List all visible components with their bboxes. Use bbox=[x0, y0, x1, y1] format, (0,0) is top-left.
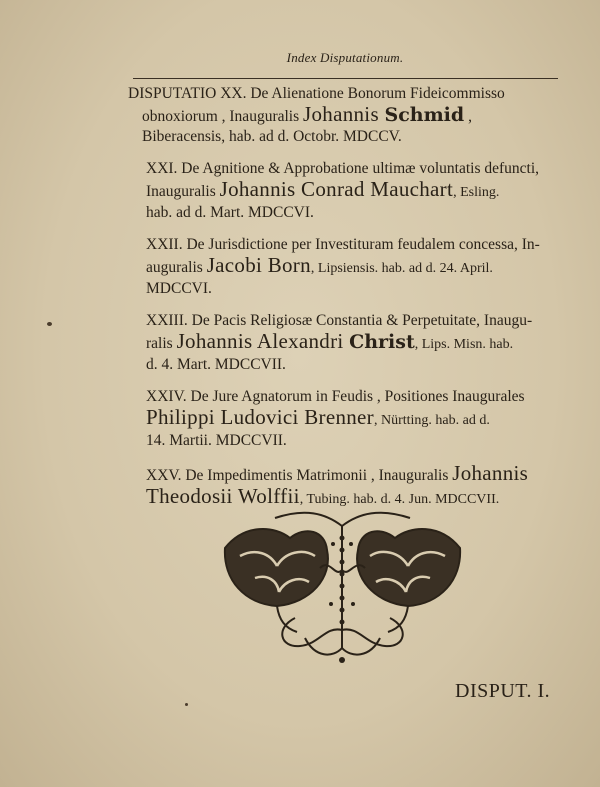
entry-xx bbox=[128, 84, 573, 147]
entry-line: ralis Johannis Alexandri Christ, Lips. Misn. hab. bbox=[146, 329, 514, 353]
entry-xxi bbox=[128, 159, 573, 223]
entry-line: DISPUTATIO XX. De Alienatione Bonorum Fideicommisso bbox=[128, 85, 505, 102]
entry-line: auguralis Jacobi Born, Lipsiensis. hab. ad d. 24. April. bbox=[146, 253, 493, 277]
entry-line: Theodosii Wolffii, Tubing. hab. d. 4. Jun. MDCCVII. bbox=[146, 484, 500, 508]
entry-line: 14. Martii. MDCCVII. bbox=[146, 432, 287, 449]
entry-xxv bbox=[128, 463, 573, 510]
entry-line: Inauguralis Johannis Conrad Mauchart, Esling. bbox=[146, 177, 500, 201]
entry-line: XXV. De Impedimentis Matrimonii , Inauguralis Johannis bbox=[146, 461, 529, 485]
entry-line: XXIII. De Pacis Religiosæ Constantia & Perpetuitate, Inaugu- bbox=[146, 312, 533, 329]
entry-line: MDCCVI. bbox=[146, 280, 212, 297]
floral-tailpiece-ornament bbox=[215, 508, 470, 668]
disputation-index bbox=[128, 84, 573, 522]
ink-speck bbox=[47, 322, 52, 326]
running-header: Index Disputationum. bbox=[286, 50, 404, 65]
entry-line: Philippi Ludovici Brenner, Nürtting. hab. ad d. bbox=[146, 405, 490, 429]
entry-line: Biberacensis, hab. ad d. Octobr. MDCCV. bbox=[142, 128, 402, 145]
entry-line: d. 4. Mart. MDCCVII. bbox=[146, 356, 286, 373]
entry-line: obnoxiorum , Inauguralis Johannis Schmid , bbox=[142, 102, 472, 126]
entry-line: hab. ad d. Mart. MDCCVI. bbox=[146, 204, 314, 221]
entry-line: XXIV. De Jure Agnatorum in Feudis , Positiones Inaugurales bbox=[146, 388, 525, 405]
entry-xxiii bbox=[128, 311, 573, 375]
entry-xxiv bbox=[128, 387, 573, 451]
ink-speck bbox=[185, 703, 188, 706]
entry-line: XXII. De Jurisdictione per Investituram feudalem concessa, In- bbox=[146, 236, 540, 253]
entry-xxii bbox=[128, 235, 573, 299]
header-rule bbox=[133, 78, 558, 79]
entry-line: XXI. De Agnitione & Approbatione ultimæ voluntatis defuncti, bbox=[146, 160, 540, 177]
catchword: DISPUT. I. bbox=[455, 680, 551, 702]
